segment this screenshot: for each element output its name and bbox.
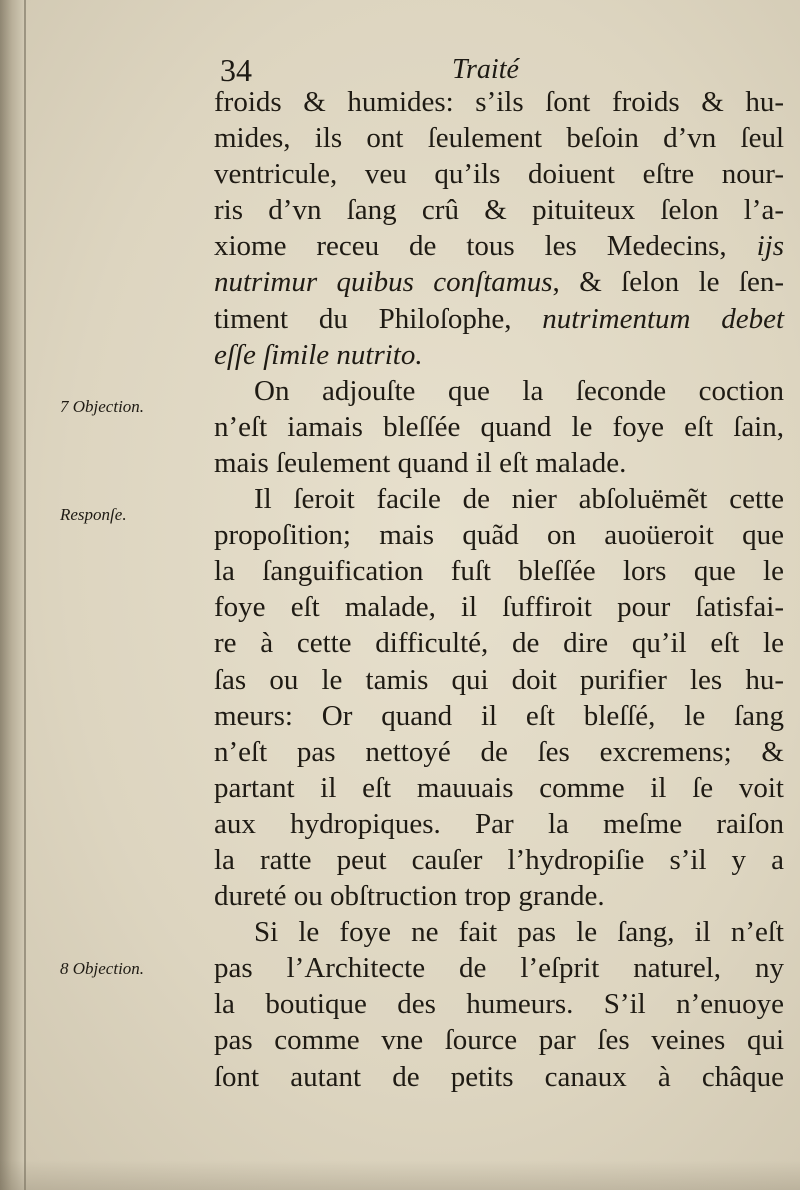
text-line (214, 625, 784, 661)
page-gutter (0, 0, 26, 1190)
text-line (214, 986, 784, 1022)
text-segment: la ſanguification fuſt bleſſée lors que le (214, 555, 784, 588)
italic-quote: eſſe ſimile nutrito. (214, 338, 423, 371)
text-line (214, 806, 784, 842)
text-line (214, 914, 784, 950)
margin-note-objection-7: 7 Objection. (60, 397, 145, 416)
text-segment: propoſition; mais quãd on auoüeroit que (214, 519, 784, 552)
margin-note-objection-8: 8 Objection. (60, 959, 145, 978)
text-line (214, 553, 784, 589)
page-shadow (0, 1160, 800, 1190)
text-line (214, 373, 784, 409)
text-line (214, 517, 784, 553)
text-segment: mides, ils ont ſeulement beſoin d’vn ſeul (214, 122, 784, 155)
body-text (214, 84, 784, 1095)
text-segment: timent du Philoſophe, (214, 302, 543, 335)
text-line (214, 878, 784, 914)
italic-quote: nutrimentum debet (542, 302, 785, 335)
italic-quote: ijs (756, 230, 784, 263)
text-line (214, 1022, 784, 1058)
text-segment: froids & humides: s’ils ſont froids & hu- (214, 86, 784, 118)
text-line (214, 192, 784, 228)
text-segment: aux hydropiques. Par la meſme raiſon (214, 807, 784, 840)
text-segment: On adjouſte que la ſeconde coction (254, 374, 784, 407)
text-line (214, 264, 784, 300)
text-segment: dureté ou obſtruction trop grande. (214, 880, 605, 913)
text-segment: ſont autant de petits canaux à châque (214, 1060, 784, 1093)
text-line (214, 84, 784, 120)
text-line (214, 445, 784, 481)
text-line (214, 156, 784, 192)
text-segment: re à cette difficulté, de dire qu’il eſt le (214, 627, 784, 660)
text-line (214, 662, 784, 698)
text-line (214, 770, 784, 806)
text-line (214, 337, 784, 373)
text-line (214, 301, 784, 337)
text-segment: la ratte peut cauſer l’hydropiſie s’il y a (214, 843, 784, 876)
text-line (214, 228, 784, 264)
text-segment: Si le foye ne fait pas le ſang, il n’eſt (254, 916, 784, 949)
text-segment: n’eſt pas nettoyé de ſes excremens; & (214, 735, 784, 768)
text-segment: meurs: Or quand il eſt bleſſé, le ſang (214, 699, 784, 732)
text-line (214, 120, 784, 156)
italic-quote: nutrimur quibus conſtamus (214, 266, 553, 299)
text-line (214, 589, 784, 625)
text-segment: , & ſelon le ſen- (552, 266, 785, 299)
text-segment: xiome receu de tous les Medecins, (214, 230, 757, 263)
text-segment: Il ſeroit facile de nier abſoluëmẽt cette (254, 483, 784, 516)
binding-edge (24, 0, 26, 1190)
text-segment: partant il eſt mauuais comme il ſe voit (214, 771, 784, 804)
text-line (214, 734, 784, 770)
text-line (214, 842, 784, 878)
text-segment: n’eſt iamais bleſſée quand le foye eſt ſain, (214, 410, 784, 443)
text-segment: la boutique des humeurs. S’il n’enuoye (214, 988, 784, 1021)
running-title: Traité (452, 54, 519, 85)
text-segment: pas l’Architecte de l’eſprit naturel, ny (214, 952, 784, 985)
text-segment: ventricule, veu qu’ils doiuent eſtre nour- (214, 158, 784, 191)
margin-note-response: Responſe. (60, 505, 127, 524)
text-segment: ris d’vn ſang crû & pituiteux ſelon l’a- (214, 194, 784, 227)
text-line (214, 1059, 784, 1095)
text-segment: mais ſeulement quand il eſt malade. (214, 446, 627, 479)
text-line (214, 698, 784, 734)
text-line (214, 950, 784, 986)
text-line (214, 481, 784, 517)
text-segment: ſas ou le tamis qui doit purifier les hu- (214, 663, 784, 696)
text-line (214, 409, 784, 445)
page-number: 34 (220, 52, 252, 88)
text-segment: pas comme vne ſource par ſes veines qui (214, 1024, 784, 1057)
text-segment: foye eſt malade, il ſuffiroit pour ſatisfai- (214, 591, 784, 624)
